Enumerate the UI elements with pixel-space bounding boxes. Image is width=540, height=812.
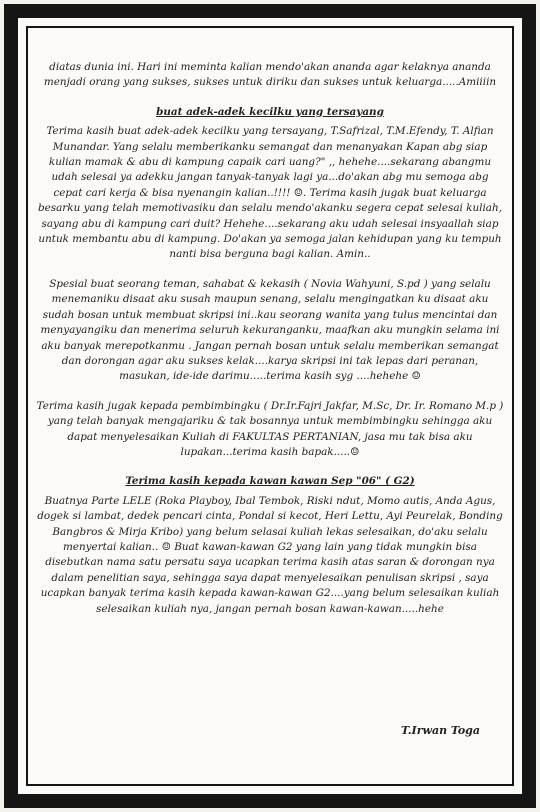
paragraph-pembimbing: Terima kasih jugak kepada pembimbingku ( Dr.Ir.Fajri Jakfar, M.Sc, Dr. Ir. Romano M.p ) yang telah banyak mengajariku & tak bosannya untuk membimbingku sehingga aku dapat menyelesaikan Kuliah di FAKULTAS PERTANIAN, jasa mu tak bisa aku lupakan...terima kasih bapak.....☺ [36,399,504,458]
paragraph-kawan: Buatnya Parte LELE (Roka Playboy, Ibal Tembok, Riski ndut, Momo autis, Anda Agus, dogek si lambat, dedek pencari cinta, Pondal si kecot, Heri Lettu, Ayi Peurelak, Bonding Bangbros & Mirja Kribo) yang belum selasai kuliah lekas selesaikan, do'aku selalu menyertai kalian.. ☺ Buat kawan-kawan G2 yang lain yang tidak mungkin bisa disebutkan nama satu persatu saya ucapkan terima kasih atas saran & dorongan nya dalam penelitian saya, sehingga saya dapat menyelesaikan penulisan skripsi , saya ucapkan banyak terima kasih kepada kawan-kawan G2....yang belum selesaikan kuliah selesaikan kuliah nya, jangan pernah bosan kawan-kawan.....hehe [37,494,503,615]
heading-adik: buat adek-adek kecilku yang tersayang [156,105,384,118]
document-body [36,60,504,631]
signature: T.Irwan Toga [400,724,480,737]
heading-kawan: Terima kasih kepada kawan kawan Sep "06" ( G2) [125,475,415,488]
paragraph-intro: diatas dunia ini. Hari ini meminta kalian mendo'akan ananda agar kelaknya ananda menjadi orang yang sukses, sukses untuk diriku dan sukses untuk keluarga.....Amiiiin [43,61,497,89]
paragraph-adik: Terima kasih buat adek-adek kecilku yang tersayang, T.Safrizal, T.M.Efendy, T. Alfian Munandar. Yang selalu memberikanku semangat dan menanyakan Kapan abg siap kulian mamak & abu di kampung capaik cari uang?" ,, hehehe....sekarang abangmu udah selesai ya adekku jangan tanyak-tanyak lagi ya...do'akan abg mu semoga abg cepat cari kerja & bisa nyenangin kalian..!!!! ☺. Terima kasih jugak buat keluarga besarku yang telah memotivasiku dan selalu mendo'akanku segera cepat selesai kuliah, sayang abu di kampung cari duit? Hehehe....sekarang aku udah selesai insyaallah siap untuk membantu abu di kampung. Do'akan ya semoga jalan kehidupan yang ku tempuh nanti bisa berguna bagi kalian. Amin.. [37,125,502,261]
paragraph-spesial: Spesial buat seorang teman, sahabat & kekasih ( Novia Wahyuni, S.pd ) yang selalu menemaniku disaat aku susah maupun senang, selalu mengingatkan ku disaat aku sudah bosan untuk membuat skripsi ini..kau seorang wanita yang tulus mencintai dan menyayangiku dan menerima seluruh kekuranganku, maafkan aku mungkin selama ini aku banyak merepotkanmu . Jangan pernah bosan untuk selalu memberikan semangat dan dorongan agar aku sukses kelak....karya skripsi ini tak lepas dari peranan, masukan, ide-ide darimu.....terima kasih syg ....hehehe ☺ [40,277,500,383]
